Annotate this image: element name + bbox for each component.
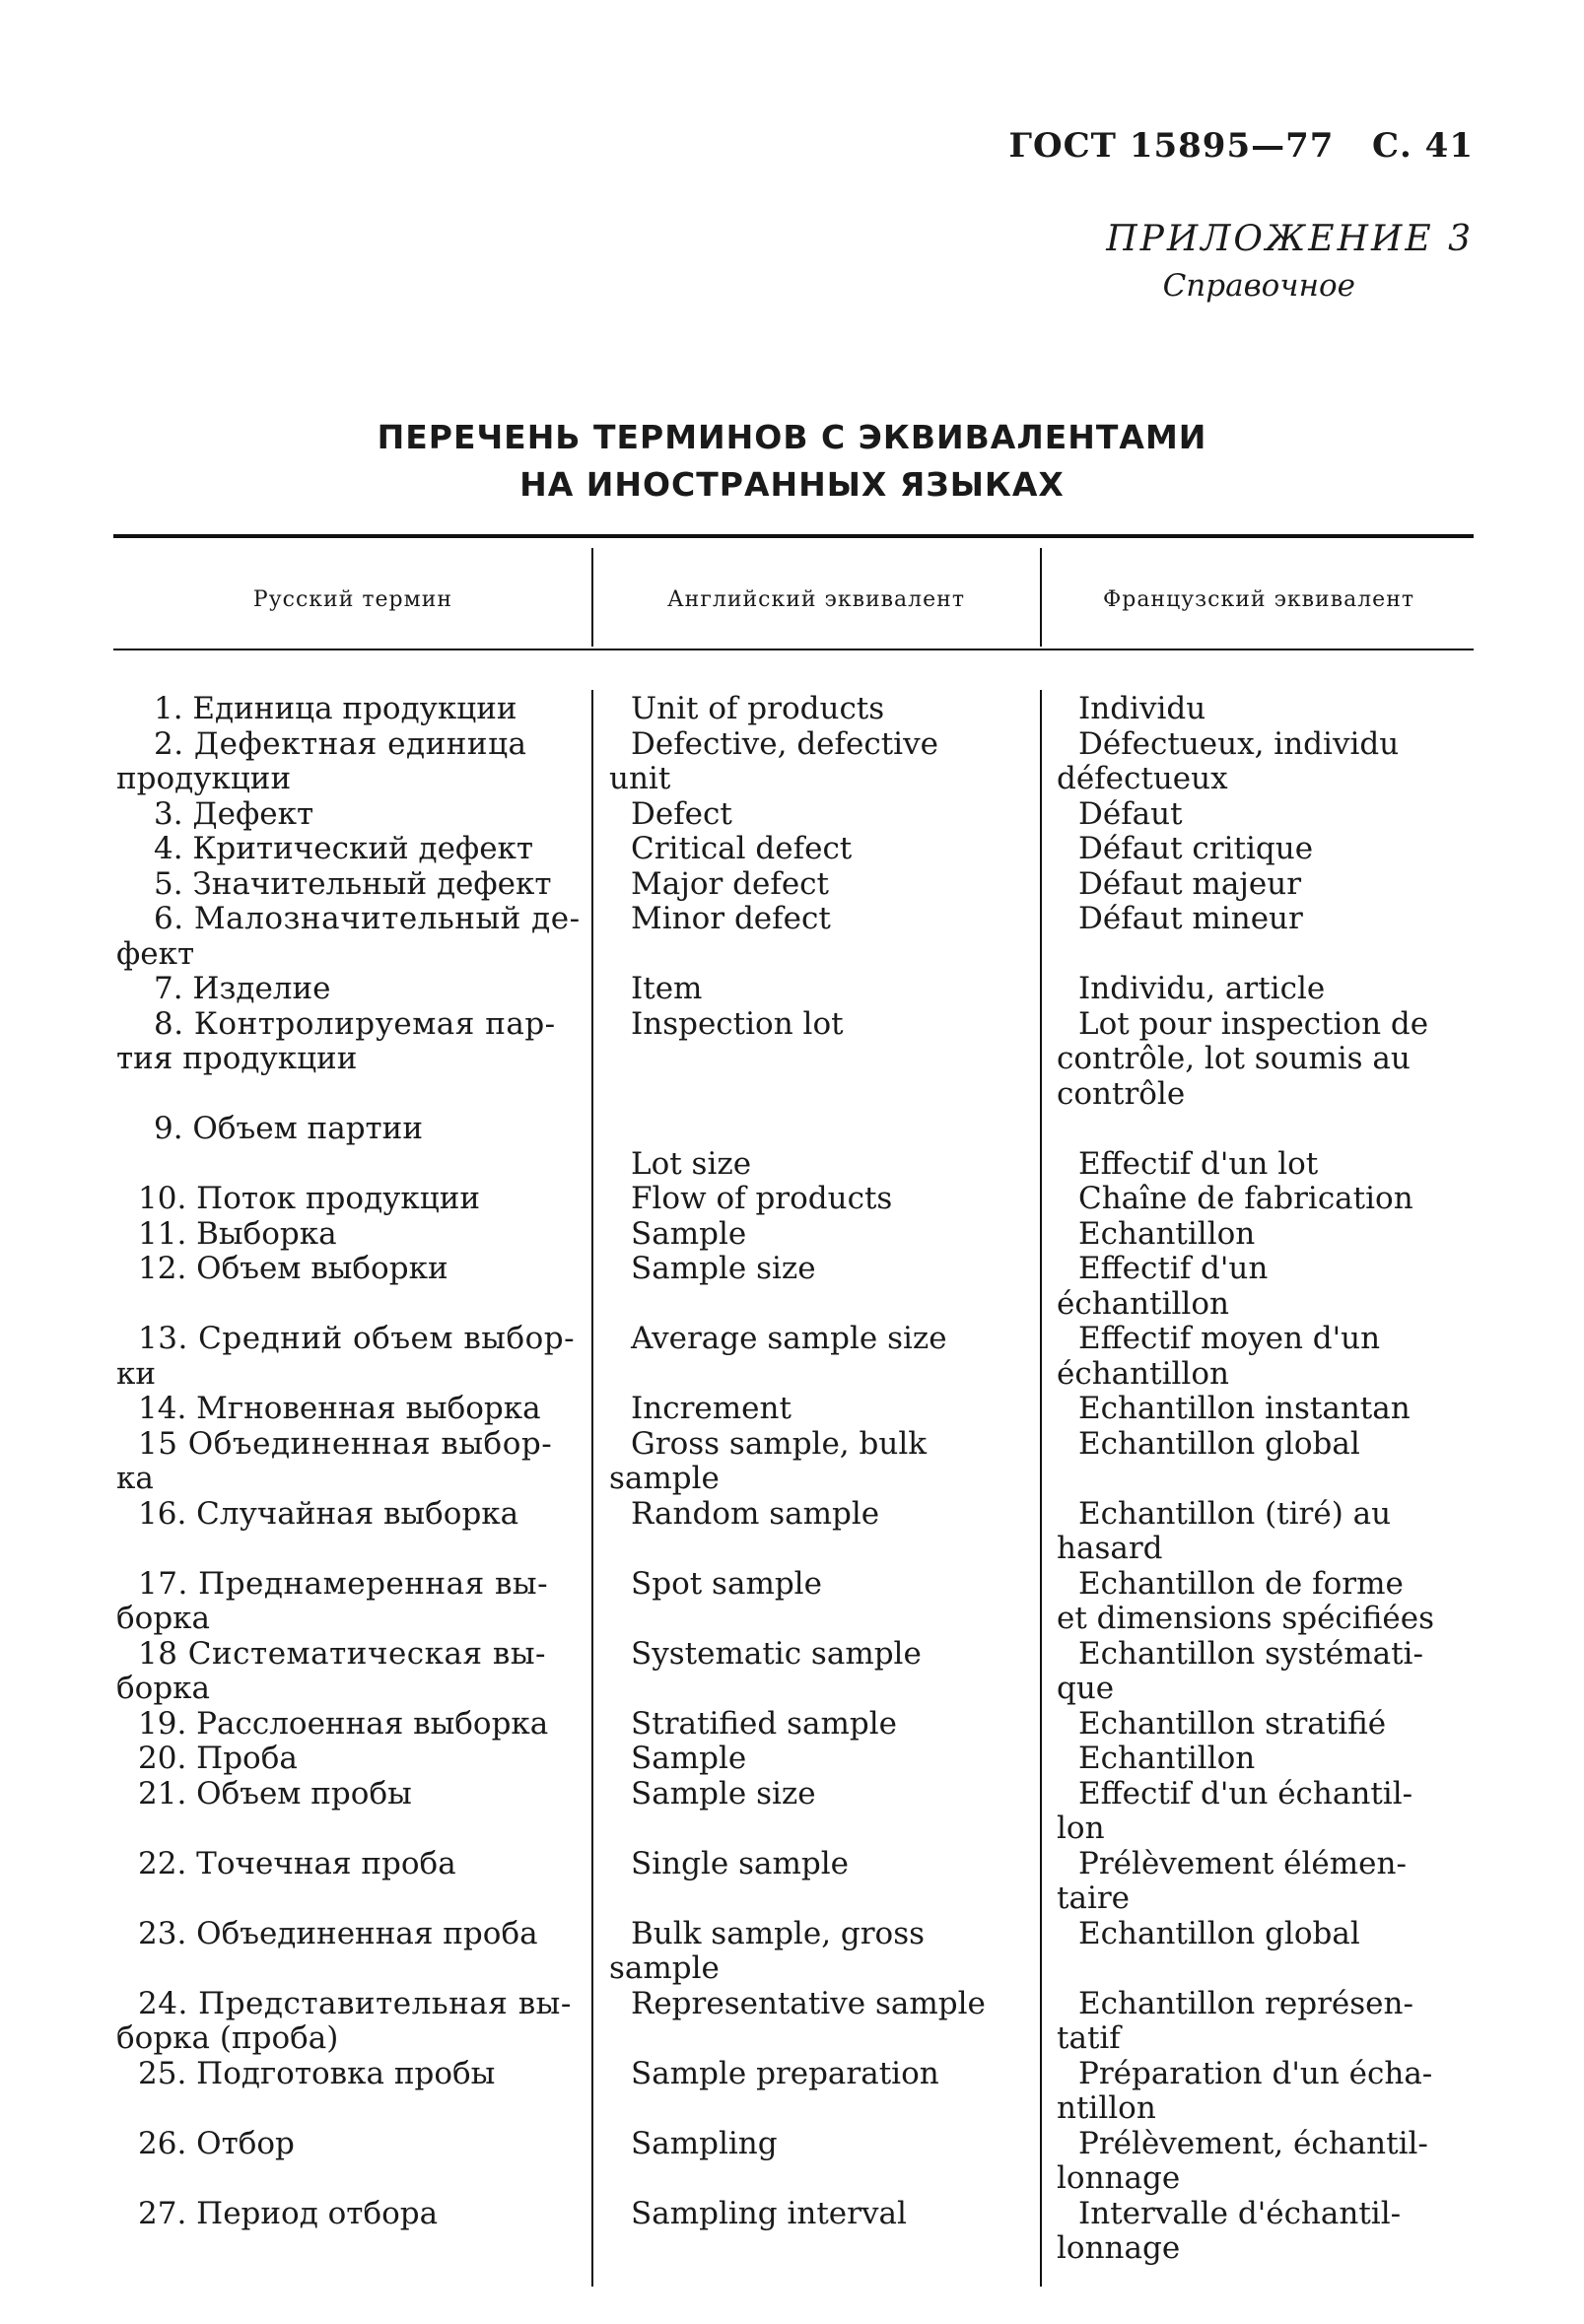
cell-fr [1057,1707,1471,1743]
table-top-rule [113,534,1474,538]
cell-fr [1057,1742,1471,1777]
cell-ru [116,1987,580,2057]
cell-fr-line-2: tatif [1057,2020,1121,2056]
cell-en-line-1: Increment [631,1391,792,1426]
cell-ru-line-2: продукции [116,761,292,796]
cell-ru [116,1252,580,1287]
cell-fr-line-1: Echantillon instantan [1078,1391,1411,1426]
cell-ru [116,1917,580,1952]
cell-ru-line-1: 26. Отбор [138,2125,295,2161]
cell-en-line-1: Systematic sample [631,1635,922,1672]
cell-ru [116,1007,580,1077]
cell-en-line-1: Bulk sample, gross [631,1915,926,1951]
cell-en-line-1: Gross sample, bulk [631,1425,928,1462]
table-header-rule [113,649,1474,650]
cell-ru [116,902,580,972]
cell-en-line-1: Sample [631,1215,747,1252]
cell-en-line-1: Flow of products [631,1181,893,1216]
title-line-1: ПЕРЕЧЕНЬ ТЕРМИНОВ С ЭКВИВАЛЕНТАМИ [377,418,1207,456]
table-row [0,1112,1584,1182]
cell-fr [1057,1252,1471,1322]
cell-fr-line-1: Effectif d'un [1078,1251,1269,1286]
cell-fr-line-1: Echantillon [1078,1215,1256,1252]
cell-ru-line-1: 22. Точечная проба [138,1845,456,1881]
cell-fr-line-1: Echantillon (tiré) au [1078,1495,1392,1532]
table-row [0,692,1584,727]
title-line-2: НА ИНОСТРАННЫХ ЯЗЫКАХ [519,465,1065,504]
table-row [0,867,1584,903]
cell-fr-line-1: Effectif d'un lot [1078,1145,1319,1182]
cell-fr [1057,1427,1471,1463]
cell-ru-line-2: ка [116,1461,154,1496]
table-row [0,1217,1584,1253]
table-row [0,1427,1584,1497]
cell-en [609,1742,1033,1777]
cell-en-line-1: Sample [631,1741,747,1776]
cell-ru [116,1182,580,1217]
table-row [0,1707,1584,1743]
cell-en-line-2: unit [609,761,671,796]
cell-ru-line-1: 21. Объем пробы [138,1775,412,1811]
cell-en-line-2: sample [609,1461,720,1496]
cell-en-line-1: Sample preparation [631,2055,939,2091]
cell-fr [1057,1497,1471,1567]
cell-fr-line-2: échantillon [1057,1285,1229,1322]
appendix-title: ПРИЛОЖЕНИЕ 3 [1106,219,1474,259]
cell-ru-line-1: 23. Объединенная проба [138,1915,538,1951]
cell-en-line-1: Defective, defective [631,725,938,762]
cell-fr [1057,797,1471,833]
cell-fr-line-1: Echantillon systémati- [1078,1635,1423,1672]
table-row [0,2057,1584,2127]
cell-en [609,2197,1033,2232]
cell-fr-line-1: Effectif moyen d'un [1078,1321,1381,1356]
table-row [0,1252,1584,1322]
cell-ru-line-1: 5. Значительный дефект [154,865,552,902]
cell-fr-line-2: lonnage [1057,2160,1181,2196]
cell-fr [1057,902,1471,937]
cell-fr-line-2: ntillon [1057,2090,1156,2126]
cell-ru [116,1567,580,1637]
appendix-subtitle: Справочное [1162,268,1355,304]
cell-fr-line-1: Prélèvement, échantil- [1078,2125,1428,2161]
cell-ru [116,1637,580,1707]
cell-fr-line-1: Individu, article [1078,971,1326,1006]
cell-fr-line-2: taire [1057,1880,1131,1916]
cell-en-line-1: Sampling interval [631,2195,907,2231]
cell-ru [116,2197,580,2232]
table-row [0,1182,1584,1217]
cell-fr-line-1: Préparation d'un écha- [1078,2055,1433,2091]
cell-fr-line-2: hasard [1057,1531,1163,1566]
cell-ru-line-2: борка (проба) [116,2020,339,2056]
cell-fr [1057,1777,1471,1847]
cell-fr-line-1: Défaut critique [1078,831,1314,866]
cell-ru-line-1: 4. Критический дефект [154,831,534,866]
cell-ru-line-2: фект [116,935,195,972]
cell-en [609,1217,1033,1253]
cell-ru [116,1707,580,1743]
table-body [0,692,1584,2267]
cell-en-line-1: Sampling [631,2125,778,2161]
cell-en [609,1497,1033,1533]
table-row [0,2197,1584,2267]
cell-en [609,972,1033,1007]
cell-fr [1057,727,1471,797]
cell-ru-line-1: 7. Изделие [154,971,331,1006]
cell-en-line-1: Unit of products [631,691,885,726]
cell-fr [1057,2127,1471,2197]
cell-ru [116,1847,580,1882]
cell-ru [116,972,580,1007]
cell-en [609,902,1033,937]
cell-ru-line-2: ки [116,1355,157,1392]
cell-ru [116,1497,580,1533]
cell-en-line-1: Major defect [631,865,830,902]
cell-ru-line-2: борка [116,1601,211,1636]
cell-en-line-1: Stratified sample [631,1705,897,1742]
cell-ru-line-1: 17. Преднамеренная вы- [138,1565,549,1602]
cell-en-line-1: Sample size [631,1775,816,1811]
cell-ru [116,2057,580,2092]
cell-ru-line-1: 14. Мгновенная выборка [138,1391,541,1426]
cell-en [609,867,1033,903]
cell-en [609,1182,1033,1217]
cell-ru-line-1: 8. Контролируемая пар- [154,1005,556,1042]
cell-fr [1057,832,1471,867]
cell-en [609,1007,1033,1043]
cell-fr-line-1: Echantillon stratifié [1078,1705,1387,1742]
cell-fr-line-2: que [1057,1671,1115,1706]
cell-en-line-1: Representative sample [631,1985,986,2021]
cell-fr-line-1: Echantillon global [1078,1425,1360,1462]
cell-ru-line-1: 19. Расслоенная выборка [138,1705,549,1742]
page-number: С. 41 [1371,126,1474,166]
cell-fr [1057,1007,1471,1113]
cell-en [609,1707,1033,1743]
cell-fr-line-1: Individu [1078,691,1206,726]
cell-fr-line-2: lon [1057,1811,1105,1846]
table-row [0,1392,1584,1427]
cell-ru-line-1: 2. Дефектная единица [154,725,527,762]
cell-en-line-1: Defect [631,795,732,832]
cell-fr-line-1: Echantillon global [1078,1915,1360,1951]
cell-ru [116,1427,580,1497]
cell-ru [116,1322,580,1392]
cell-fr [1057,1917,1471,1952]
page-header [1009,126,1474,166]
cell-fr-line-2: échantillon [1057,1355,1229,1392]
cell-en [609,692,1033,727]
cell-fr-line-2: défectueux [1057,761,1228,796]
cell-ru-line-1: 27. Период отбора [138,2195,439,2231]
cell-ru-line-1: 15 Объединенная выбор- [138,1425,553,1462]
cell-en-line-1: Inspection lot [631,1005,844,1042]
header-english-equivalent: Английский эквивалент [667,587,965,612]
cell-ru-line-1: 16. Случайная выборка [138,1495,519,1532]
cell-ru-line-2: тия продукции [116,1041,358,1076]
cell-fr [1057,1567,1471,1637]
cell-ru [116,692,580,727]
cell-ru-line-1: 25. Подготовка пробы [138,2055,496,2091]
cell-fr-line-1: Prélèvement élémen- [1078,1845,1407,1881]
table-row [0,1917,1584,1987]
cell-fr [1057,1217,1471,1253]
cell-en-line-1: Single sample [631,1845,849,1881]
table-row [0,1987,1584,2057]
cell-fr [1057,1147,1471,1183]
cell-en [609,832,1033,867]
cell-en-line-1: Minor defect [631,901,831,936]
cell-ru-line-1: 9. Объем партии [154,1111,424,1146]
cell-fr-line-3: contrôle [1057,1075,1186,1112]
cell-fr [1057,867,1471,903]
cell-ru-line-1: 10. Поток продукции [138,1181,481,1216]
cell-fr-line-1: Lot pour inspection de [1078,1005,1429,1042]
cell-fr-line-1: Intervalle d'échantil- [1078,2195,1402,2231]
cell-ru [116,727,580,797]
cell-en [609,1917,1033,1987]
cell-fr-line-1: Défectueux, individu [1078,725,1400,762]
cell-ru [116,2127,580,2162]
cell-en-line-1: Critical defect [631,831,853,866]
cell-en-line-1: Item [631,971,703,1006]
cell-fr-line-1: Echantillon représen- [1078,1985,1413,2021]
cell-ru-line-1: 3. Дефект [154,795,314,832]
cell-ru-line-1: 11. Выборка [138,1215,337,1252]
cell-ru-line-2: борка [116,1671,211,1706]
cell-en [609,1567,1033,1603]
cell-fr [1057,972,1471,1007]
cell-fr-line-2: lonnage [1057,2230,1181,2266]
cell-ru [116,832,580,867]
cell-en-line-1: Spot sample [631,1565,822,1602]
cell-ru [116,1392,580,1427]
cell-en [609,1322,1033,1357]
cell-ru [116,1217,580,1253]
cell-fr [1057,1182,1471,1217]
cell-en-line-1: Lot size [631,1145,752,1182]
cell-en-line-2: sample [609,1950,720,1986]
cell-fr-line-1: Chaîne de fabrication [1078,1181,1413,1216]
table-row [0,1007,1584,1113]
cell-en [609,1777,1033,1812]
cell-fr-line-2: contrôle, lot soumis au [1057,1041,1411,1076]
cell-fr [1057,1987,1471,2057]
cell-fr-line-1: Défaut [1078,795,1183,832]
table-row [0,1777,1584,1847]
cell-en-line-1: Random sample [631,1495,880,1532]
cell-en [609,1427,1033,1497]
cell-fr-line-1: Echantillon de forme [1078,1565,1404,1602]
cell-en [609,1637,1033,1673]
cell-en [609,2127,1033,2162]
cell-ru-line-1: 12. Объем выборки [138,1251,448,1286]
cell-en-line-1: Sample size [631,1251,816,1286]
table-row [0,1567,1584,1637]
cell-fr [1057,2057,1471,2127]
table-row [0,1847,1584,1917]
cell-en [609,1847,1033,1882]
table-row [0,902,1584,972]
cell-ru-line-1: 1. Единица продукции [154,691,517,726]
cell-ru [116,867,580,903]
cell-ru-line-1: 6. Малозначительный де- [154,901,581,936]
cell-fr [1057,692,1471,727]
table-row [0,2127,1584,2197]
table-row [0,832,1584,867]
table-row [0,1637,1584,1707]
cell-en [609,1987,1033,2022]
table-row [0,1322,1584,1392]
cell-fr-line-1: Défaut mineur [1078,901,1303,936]
cell-fr-line-1: Echantillon [1078,1741,1256,1776]
cell-fr [1057,1847,1471,1917]
cell-en [609,1147,1033,1183]
table-row [0,797,1584,833]
cell-en [609,2057,1033,2092]
document-title [0,414,1584,509]
cell-fr [1057,1637,1471,1707]
table-row [0,972,1584,1007]
cell-fr-line-1: Effectif d'un échantil- [1078,1775,1413,1811]
standard-code: ГОСТ 15895—77 [1008,126,1335,166]
cell-ru [116,1777,580,1812]
cell-en-line-1: Average sample size [631,1321,947,1356]
cell-ru [116,1742,580,1777]
cell-en [609,1252,1033,1287]
header-russian-term: Русский термин [252,587,453,612]
cell-ru-line-1: 13. Средний объем выбор- [138,1321,576,1356]
cell-en [609,727,1033,797]
cell-ru-line-1: 24. Представительная вы- [138,1985,572,2021]
cell-fr [1057,1392,1471,1427]
cell-en [609,797,1033,833]
table-row [0,1742,1584,1777]
header-french-equivalent: Французский эквивалент [1102,587,1415,612]
cell-ru-line-1: 18 Систематическая вы- [138,1635,547,1672]
cell-ru [116,797,580,833]
cell-fr-line-1: Défaut majeur [1078,865,1302,902]
cell-fr [1057,1322,1471,1392]
cell-fr [1057,2197,1471,2267]
cell-en [609,1392,1033,1427]
table-row [0,727,1584,797]
cell-fr-line-2: et dimensions spécifiées [1057,1601,1434,1636]
cell-ru-line-1: 20. Проба [138,1741,298,1776]
cell-ru [116,1112,580,1147]
table-row [0,1497,1584,1567]
